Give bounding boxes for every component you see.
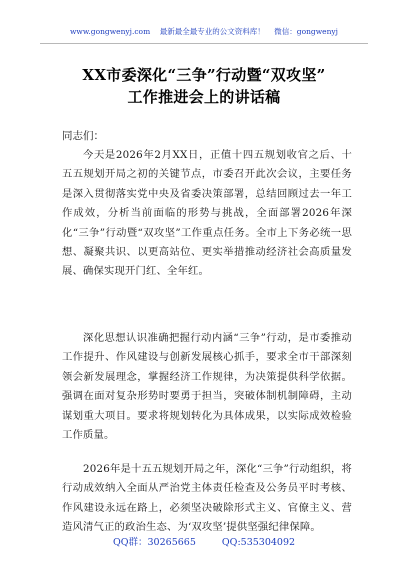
page-footer (0, 534, 408, 548)
header-site[interactable]: www.gongwenyj.com (70, 27, 151, 36)
paragraph-3: 2026年是十五五规划开局之年，深化“三争”行动组织，将行动成效纳入全面从严治党主体责任检查及公务员平时考核、作风建设永远在路上，必须坚决破除形式主义、官僚主义、营造风清气正的政治生态、为‘双攻坚’提供坚强纪律保障。 (62, 463, 352, 534)
footer-qq-group: QQ群：30265665 (112, 537, 196, 548)
header-divider (40, 43, 368, 44)
header-slogan: 最新最全最专业的公文资料库！ (159, 27, 265, 36)
paragraph-1: 今天是2026年2月XX日，正值十四五规划收官之后、十五五规划开局之初的关键节点，市委召开此次会议，主要任务是深入贯彻落实党中央及省委决策部署，总结回顾过去一年工作成效，分析当前面临的形势与挑战，全面部署2026年深化“三争”行动暨“双攻坚”工作重点任务。全市上下务必统一思想、凝聚共识、以更高站位、更实举措推动经济社会高质量发展、确保实现开门红、全年红。 (62, 149, 352, 278)
page-header (0, 26, 408, 37)
greeting: 同志们： (62, 130, 104, 142)
footer-qq: QQ:535304092 (221, 537, 296, 548)
header-wechat: 微信：gongwenyj (274, 27, 338, 36)
document-title-line1: XX市委深化“三争”行动暨“双攻坚” (82, 66, 326, 84)
paragraph-2: 深化思想认识准确把握行动内涵“三争”行动，是市委推动工作提升、作风建设与创新发展核心抓手，要求全市干部深刻领会新发展理念，掌握经济工作规律，为决策提供科学依据。强调在面对复杂形势时要勇于担当，突破体制机制障碍，主动谋划重大项目。要求将规划转化为具体成果，以实际成效检验工作质量。 (62, 332, 352, 442)
document-title-line2: 工作推进会上的讲话稿 (127, 88, 281, 106)
